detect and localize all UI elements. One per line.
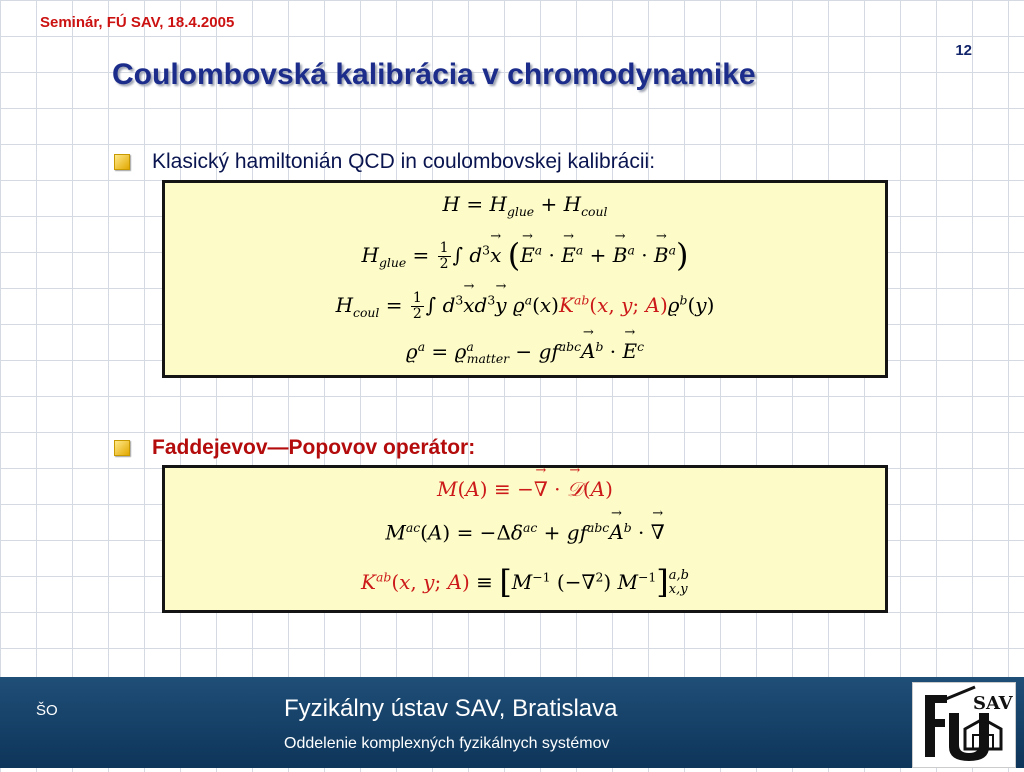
bullet-text: Faddejevov—Popovov operátor: bbox=[152, 436, 476, 459]
page-number: 12 bbox=[955, 42, 972, 59]
author-initials: ŠO bbox=[36, 702, 58, 719]
seminar-header: Seminár, FÚ SAV, 18.4.2005 bbox=[40, 14, 235, 31]
faddeev-popov-equation-box bbox=[162, 465, 888, 613]
slide-title: Coulombovská kalibrácia v chromodynamike bbox=[112, 58, 756, 91]
equation-m-operator: M(A) ≡ −→ ∇ · → 𝒟(A) bbox=[437, 477, 613, 501]
equation-m-ac: $M^{ac}(A) = -\Delta\delta^{ac} + gf^{abc}\to A^b$ · → ∇ bbox=[385, 520, 664, 545]
bullet-faddeev-popov bbox=[114, 436, 475, 460]
equation-k-ab: $K^{ab}(x$, y; $A) \equiv [M^{-1}$ (−∇$^2$) $M^{-1}$] a,b x,y bbox=[361, 562, 689, 601]
equation-h-coul: $H_{coul}$ = $\frac{1}{2}$ ∫ $d^3\to xd^3\to y$ $ϱ^a(x)K^{ab}(x$, y; $A)ϱ^b(y)$ bbox=[336, 291, 715, 322]
bullet-hamiltonian bbox=[114, 150, 655, 174]
equation-rho: $ϱ^a = ϱ^a_{matter} - gf^{abc}\to A^b$ · → $E^c$ bbox=[406, 339, 644, 367]
institute-name: Fyzikálny ústav SAV, Bratislava bbox=[284, 695, 618, 722]
bullet-text: Klasický hamiltonián QCD in coulombovskej kalibrácii: bbox=[152, 150, 656, 173]
equation-h-glue: $H_{glue}$ = $\frac{1}{2}$ ∫ $d^3\to x$ (→ $E^a$ · → $E^a$ + → $B^a$ · → $B^a$) bbox=[362, 236, 689, 274]
hamiltonian-equation-box bbox=[162, 180, 888, 378]
footer-bar bbox=[0, 677, 1024, 768]
fu-sav-logo-icon bbox=[912, 682, 1016, 768]
bullet-square-icon bbox=[114, 440, 130, 456]
logo-text: SAV bbox=[973, 693, 1013, 714]
equation-h-total: $H = H_{glue} + H_{coul}$ bbox=[442, 191, 608, 219]
bullet-square-icon bbox=[114, 154, 130, 170]
department-name: Oddelenie komplexných fyzikálnych systémov bbox=[284, 735, 610, 752]
